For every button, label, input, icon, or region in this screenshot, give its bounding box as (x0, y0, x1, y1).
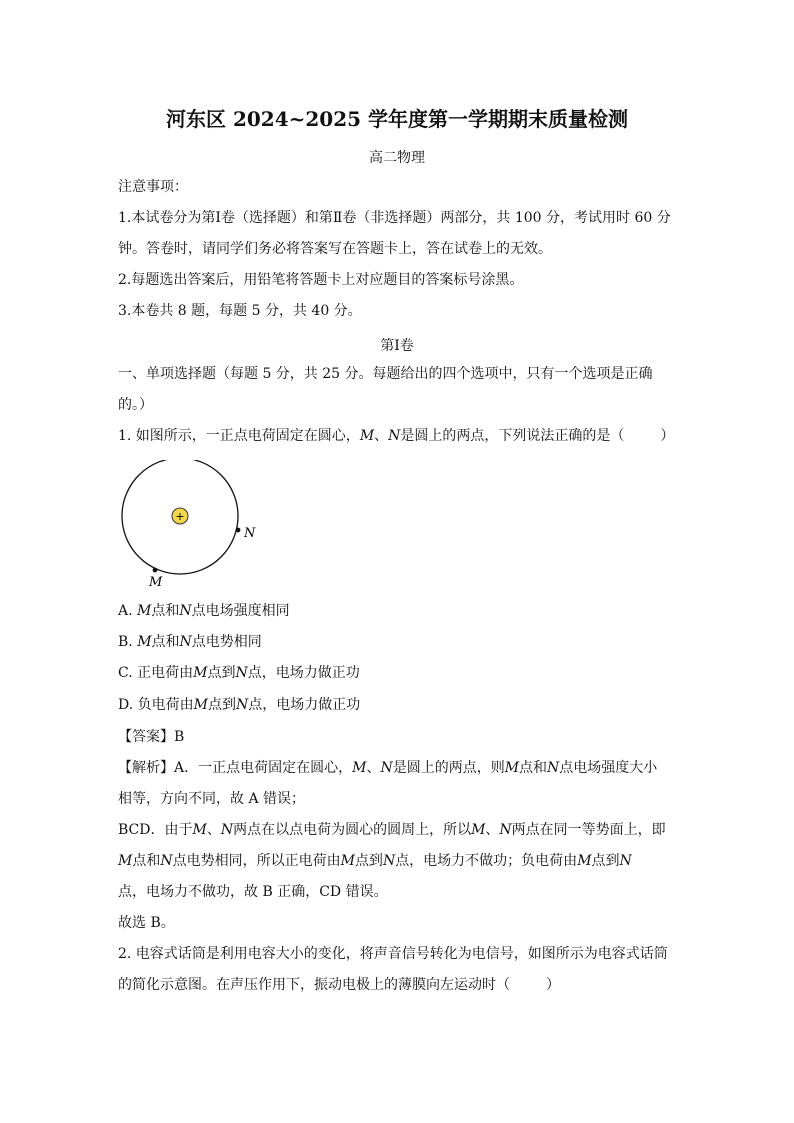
point-n (236, 528, 241, 533)
section-title: 第Ⅰ卷 (380, 338, 414, 354)
notice-heading: 注意事项： (118, 179, 188, 195)
q2-stem-line-2: 的简化示意图。在声压作用下，振动电极上的薄膜向左运动时（ ） (118, 977, 560, 993)
q1-analysis-line-5: 点，电场力不做功，故 B 正确，CD 错误。 (118, 884, 388, 900)
exam-title: 河东区 2024~2025 学年度第一学期期末质量检测 (165, 107, 628, 131)
notice-3: 3.本卷共 8 题，每题 5 分，共 40 分。 (118, 303, 362, 319)
part1-instructions-line-1: 一、单项选择题（每题 5 分，共 25 分。每题给出的四个选项中，只有一个选项是正确 (118, 366, 653, 382)
label-n: N (244, 526, 256, 541)
notice-1-line-1: 1.本试卷分为第Ⅰ卷（选择题）和第Ⅱ卷（非选择题）两部分，共 100 分，考试用时 60 分 (118, 210, 671, 226)
q1-circle-figure (118, 460, 278, 590)
q1-analysis-line-2: 相等，方向不同，故 A 错误； (118, 791, 306, 807)
var-m: M (359, 428, 375, 444)
charge-symbol: + (175, 510, 185, 523)
part1-instructions-line-2: 的。） (118, 397, 153, 413)
exam-subject: 高二物理 (369, 150, 425, 166)
q1-answer: 【答案】B (118, 729, 185, 745)
q1-option-a: A. M点和N点电场强度相同 (118, 603, 290, 619)
label-m: M (149, 575, 163, 590)
q1-final-choice: 故选 B。 (118, 915, 175, 931)
notice-2: 2.每题选出答案后，用铅笔将答题卡上对应题目的答案标号涂黑。 (118, 272, 524, 288)
q1-analysis-line-3: BCD．由于M、N两点在以点电荷为圆心的圆周上，所以M、N两点在同一等势面上，即 (118, 822, 666, 838)
q1-stem: 1. 如图所示，一正点电荷固定在圆心，M、N是圆上的两点，下列说法正确的是（ ） (118, 428, 675, 444)
q2-stem-line-1: 2. 电容式话筒是利用电容大小的变化，将声音信号转化为电信号，如图所示为电容式话筒 (118, 946, 668, 962)
var-n: N (388, 428, 401, 444)
q1-analysis-line-1: 【解析】A．一正点电荷固定在圆心，M、N是圆上的两点，则M点和N点电场强度大小 (118, 760, 658, 776)
q1-option-b: B. M点和N点电势相同 (118, 634, 262, 650)
q1-analysis-line-4: M点和N点电势相同，所以正电荷由M点到N点，电场力不做功；负电荷由M点到N (118, 853, 632, 869)
q1-option-c: C. 正电荷由M点到N点，电场力做正功 (118, 665, 360, 681)
q1-option-d: D. 负电荷由M点到N点，电场力做正功 (118, 697, 361, 713)
point-m (153, 568, 158, 573)
notice-1-line-2: 钟。答卷时，请同学们务必将答案写在答题卡上，答在试卷上的无效。 (118, 241, 552, 257)
